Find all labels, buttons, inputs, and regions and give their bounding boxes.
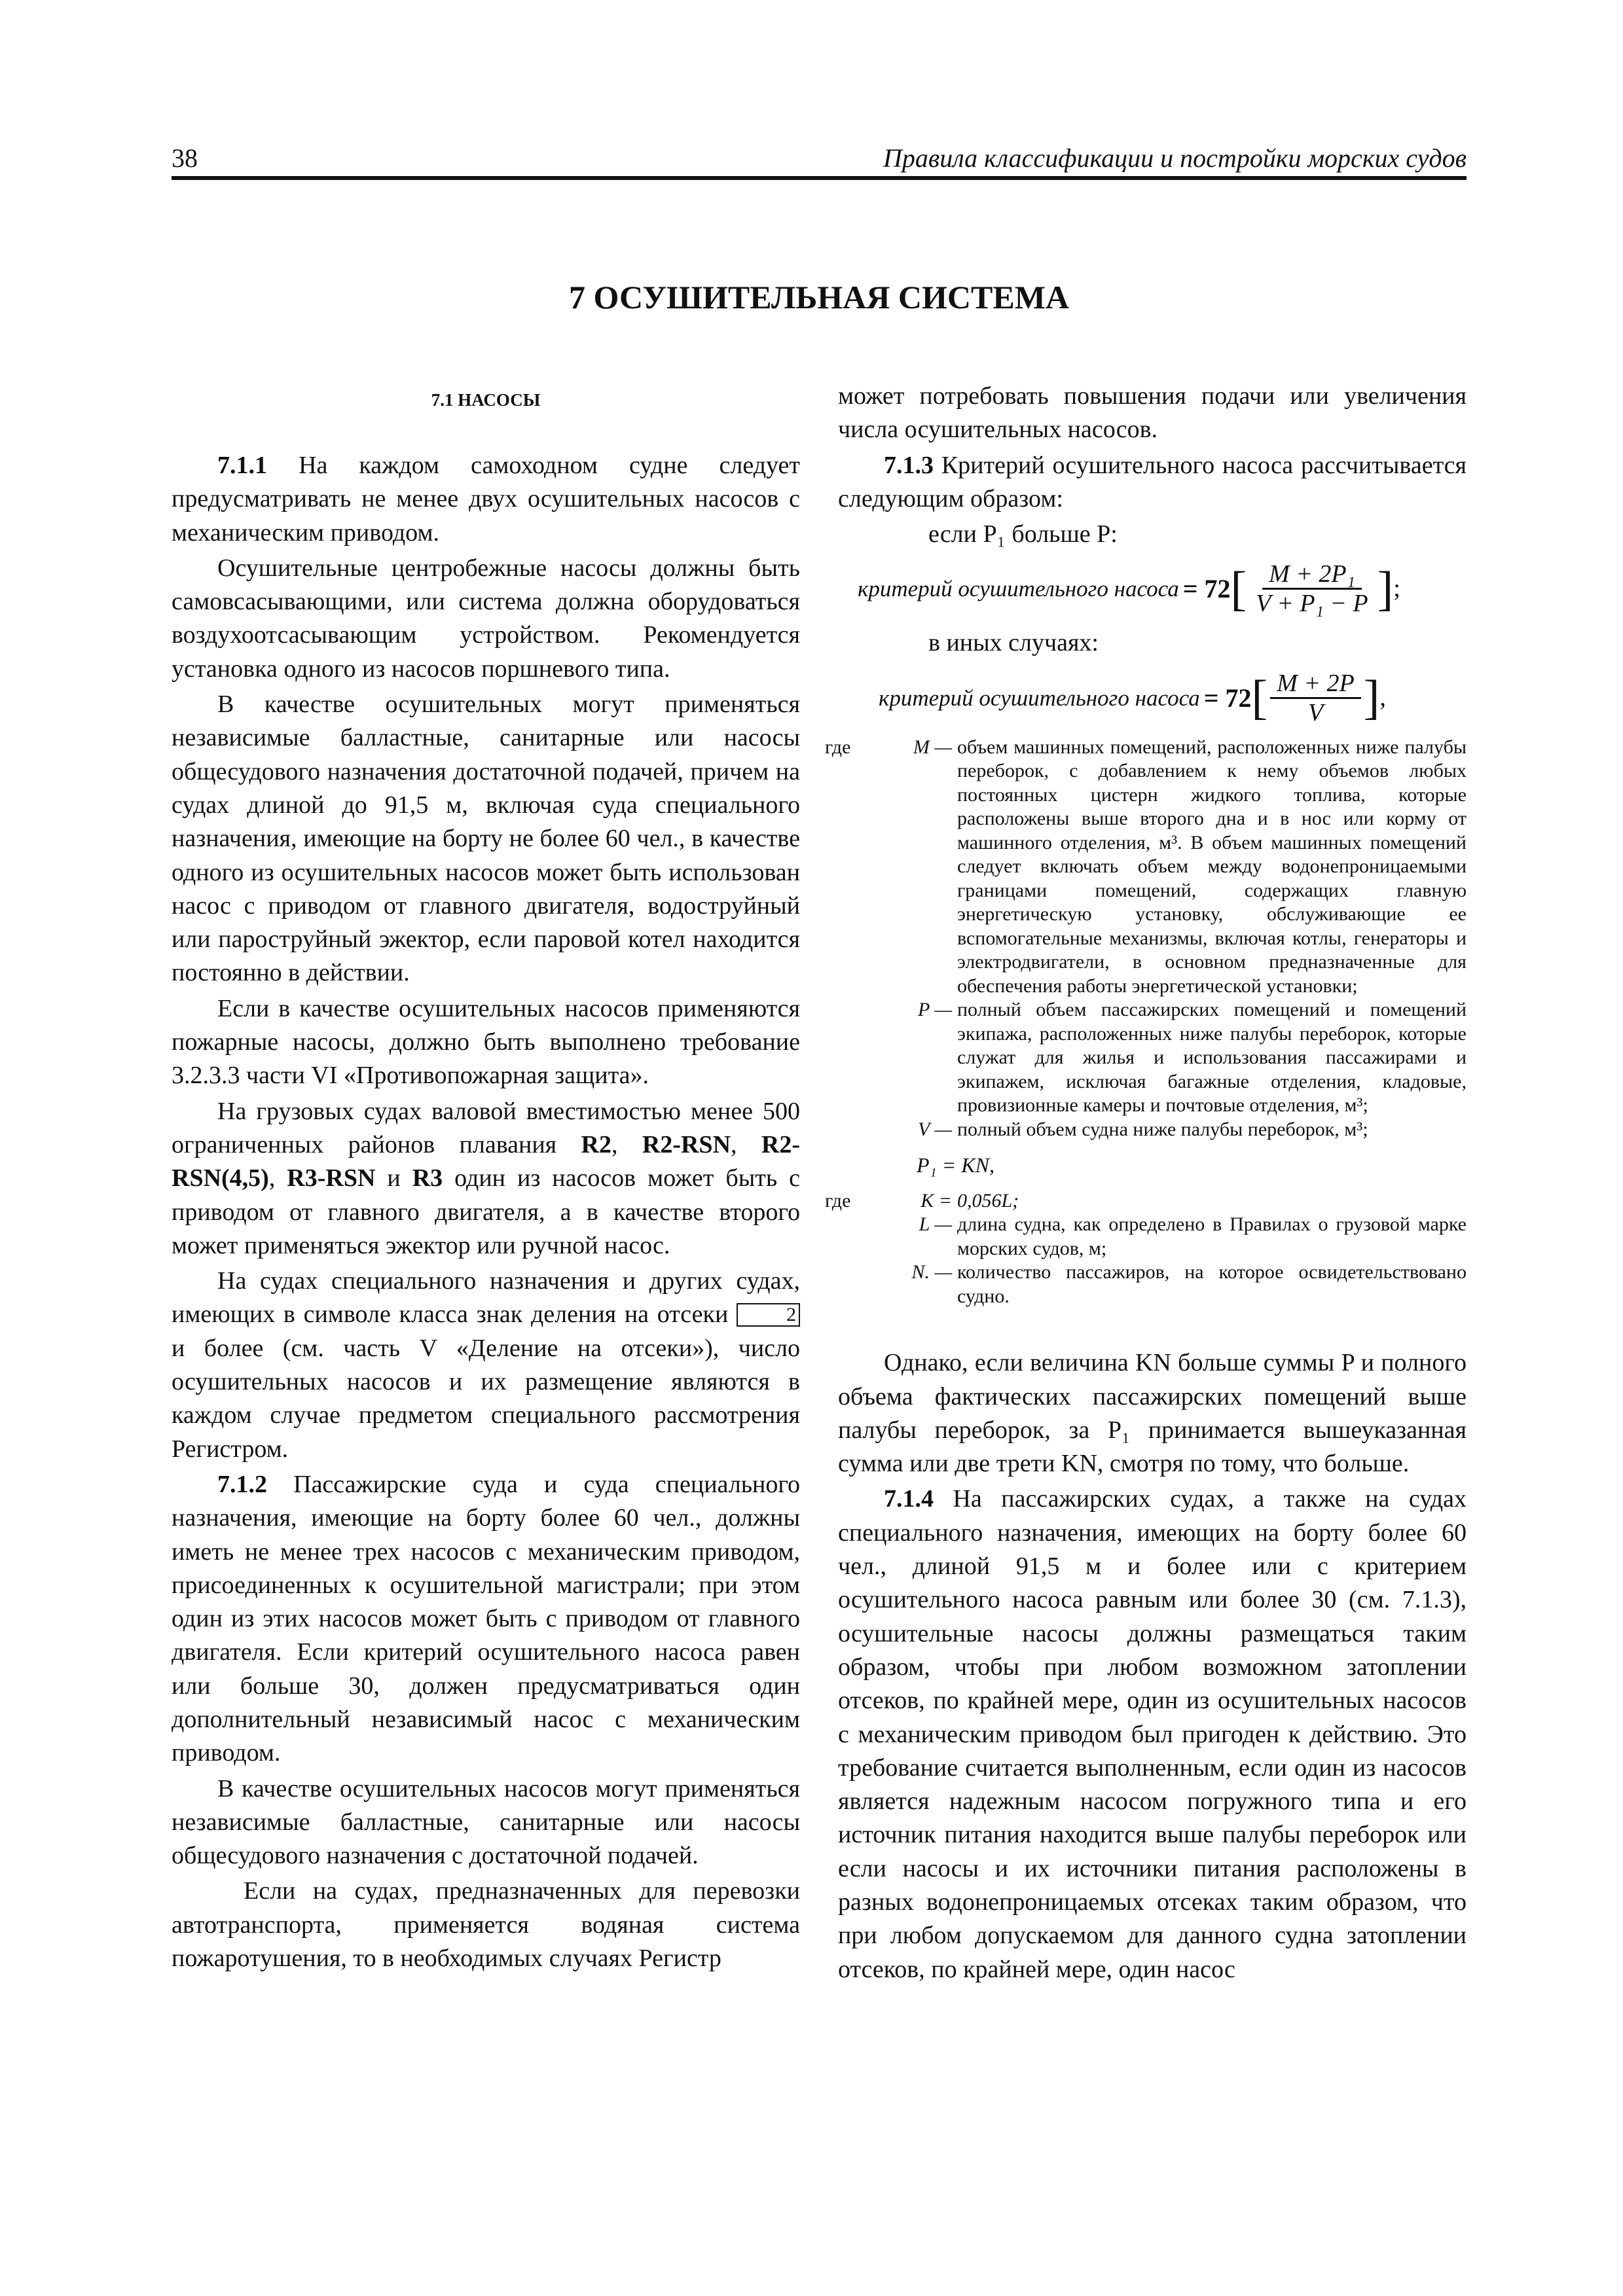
clause-number: 7.1.2 [217,1470,267,1498]
symbol: N. — [911,1261,952,1283]
paragraph-text: На судах специального назначения и других судах, имеющих в символе класса знак деления на отсеки [172,1267,800,1329]
definition-text: объем машинных помещений, расположенных ниже палубы переборок, с добавлением к нему объемов любых постоянных цистерн жидкого топлива, которые расположены выше второго дна и в нос или корму от машинного отделения, м³. В объем машинных помещений следует включать объем между водонепроницаемыми границами помещений, содержащих главную энергетическую установку, обслуживающие ее вспомогательные механизмы, включая котлы, генераторы и электродвигатели, в основном предназначенные для обеспечения работы энергетической установки; [957,736,1467,997]
fraction [1249,560,1374,617]
paragraph-text: Критерий осушительного насоса рассчитывается следующим образом: [838,451,1467,512]
chapter-title: 7 ОСУШИТЕЛЬНАЯ СИСТЕМА [568,279,1069,315]
formula-2 [879,670,1467,726]
where-label: где [825,1189,851,1211]
condition-text: в иных случаях: [928,629,1099,657]
paragraph-7-1-1 [172,449,800,550]
clause-number: 7.1.1 [217,452,267,479]
paragraph: может потребовать повышения подачи или увеличения числа осушительных насосов. [838,382,1467,444]
running-title: Правила классификации и постройки морских судов [883,143,1467,173]
page-number: 38 [172,143,198,173]
bracket-open: [ [1230,562,1247,616]
bracket-close: ] [1377,562,1394,616]
paragraph: Если в качестве осушительных насосов применяются пожарные насосы, должно быть выполнено требование 3.2.3.3 части VI «Противопожарная защита». [172,994,800,1090]
bracket-open: [ [1251,671,1268,725]
paragraph-text: На пассажирских судах, а также на судах специального назначения, имеющих на борту более 60 чел., длиной 91,5 м и более или с критерием осушительного насоса равным или более 30 (см. 7.1.3), осушительные насосы должны размещаться таким образом, чтобы при любом возможном затоплении отсеков, по крайней мере, один из осушительных насосов с механическим приводом был пригоден к действию. Это требование считается выполненным, если один из насосов является надежным насосом погружного типа и его источник питания находится выше палубы переборок или если насосы и их источники питания расположены в разных водонепроницаемых отсеках таким образом, что при любом допускаемом для данного судна затоплении отсеков, по крайней мере, один насос [838,1485,1467,1983]
symbol: K = [921,1189,952,1211]
class-mark: R2-RSN [642,1130,731,1158]
definition-text: количество пассажиров, на которое освидетельствовано судно. [957,1261,1467,1307]
formula-end: ; [1393,575,1400,603]
separator: и [375,1164,412,1193]
formula-1 [858,560,1467,617]
definition-text: полный объем пассажирских помещений и помещений экипажа, расположенных ниже палубы переборок, которые служат для жилья и использования пассажирами и экипажем, исключая багажные отделения, кладовые, провизионные камеры и почтовые отделения, м³; [957,999,1467,1117]
clause-number: 7.1.3 [884,451,934,479]
class-mark: R3 [412,1164,443,1193]
formula-label: критерий осушительного насоса [879,685,1200,711]
paragraph: Однако, если величина KN больше суммы P и полного объема фактических пассажирских помещений выше палубы переборок, за P₁ принимается вышеуказанная сумма или две трети KN, смотря по тому, что больше. [838,1349,1467,1478]
paragraph: В качестве осушительных могут применяться независимые балластные, санитарные или насосы общесудового назначения достаточной подачей, причем на судах длиной до 91,5 м, включая суда специального назначения, имеющие на борту не более 60 чел., в качестве одного из осушительных насосов может быть использован насос с приводом от главного двигателя, водоструйный или пароструйный эжектор, если паровой котел находится постоянно в действии. [172,691,800,987]
definitions-list [825,736,1467,1309]
symbol: M — [913,736,952,758]
formula-coefficient: = 72 [1182,574,1231,604]
paragraph-7-1-3 [838,449,1467,516]
definition-K [825,1189,1467,1213]
formula-coefficient: = 72 [1203,683,1252,713]
bracket-close: ] [1363,671,1380,725]
paragraph: Осушительные центробежные насосы должны быть самовсасывающими, или система должна оборудоваться воздухоотсасывающим устройством. Рекомендуется установка одного из насосов поршневого типа. [172,554,800,683]
formula-p1: P₁ = KN, [917,1153,994,1177]
right-column [825,380,1467,1988]
subdivision-mark: 2 [737,1303,800,1327]
definition-P [825,998,1467,1118]
paragraph [172,1265,800,1466]
paragraph-7-1-2 [172,1468,800,1770]
definition-text: полный объем судна ниже палубы переборок, м³; [957,1118,1368,1140]
paragraph-7-1-4 [838,1482,1467,1986]
symbol: L — [919,1213,952,1236]
definition-V [825,1118,1467,1142]
definition-M [825,736,1467,999]
paragraph: Если на судах, предназначенных для перевозки автотранспорта, применяется водяная система пожаротушения, то в необходимых случаях Регистр [172,1877,800,1973]
section-title: 7.1 НАСОСЫ [431,390,541,410]
paragraph: В качестве осушительных насосов могут применяться независимые балластные, санитарные или насосы общесудового назначения с достаточной подачей. [172,1774,800,1870]
numerator: M + 2P₁ [1262,560,1362,590]
definition-text: длина судна, как определено в Правилах о грузовой марке морских судов, м; [957,1213,1467,1259]
paragraph [172,1095,800,1263]
definition-L [825,1213,1467,1261]
separator: , [611,1130,642,1158]
where-label: где [825,736,851,758]
class-mark: R2 [581,1130,611,1158]
denominator: V [1307,698,1324,726]
formula-end: , [1379,683,1386,711]
definition-N [825,1261,1467,1308]
fraction [1270,670,1361,726]
page-header [172,134,1467,180]
clause-number: 7.1.4 [884,1485,934,1513]
paragraph-text: и более (см. часть V «Деление на отсеки»), число осушительных насосов и их размещение являются в каждом случае предметом специального рассмотрения Регистром. [172,1334,800,1463]
paragraph-text: На грузовых судах валовой вместимостью менее 500 ограниченных районов плавания [172,1097,800,1158]
definition-text: 0,056L; [957,1189,1019,1211]
left-column [172,380,800,1977]
denominator: V + P₁ − P [1256,590,1368,618]
separator: , [731,1130,761,1158]
condition-text: если P₁ больше P: [928,520,1118,548]
paragraph-text: На каждом самоходном судне следует предусматривать не менее двух осушительных насосов с механическим приводом. [172,452,801,547]
class-mark: R3-RSN [287,1164,376,1193]
paragraph-text: один из насосов может быть с приводом от главного двигателя, а в качестве второго может применяться эжектор или ручной насос. [172,1164,800,1259]
symbol: P — [918,999,952,1021]
symbol: V — [918,1118,952,1140]
numerator: M + 2P [1270,670,1361,699]
class-mark: R2-RSN(4,5) [172,1130,801,1193]
separator: , [268,1164,287,1193]
paragraph-text: Пассажирские суда и суда специального назначения, имеющие на борту более 60 чел., должны иметь не менее трех насосов с механическим приводом, присоединенных к осушительной магистрали; при этом один из этих насосов может быть с приводом от главного двигателя. Если критерий осушительного насоса равен или больше 30, должен предусматриваться один дополнительный независимый насос с механическим приводом. [172,1470,800,1767]
formula-label: критерий осушительного насоса [858,576,1179,602]
